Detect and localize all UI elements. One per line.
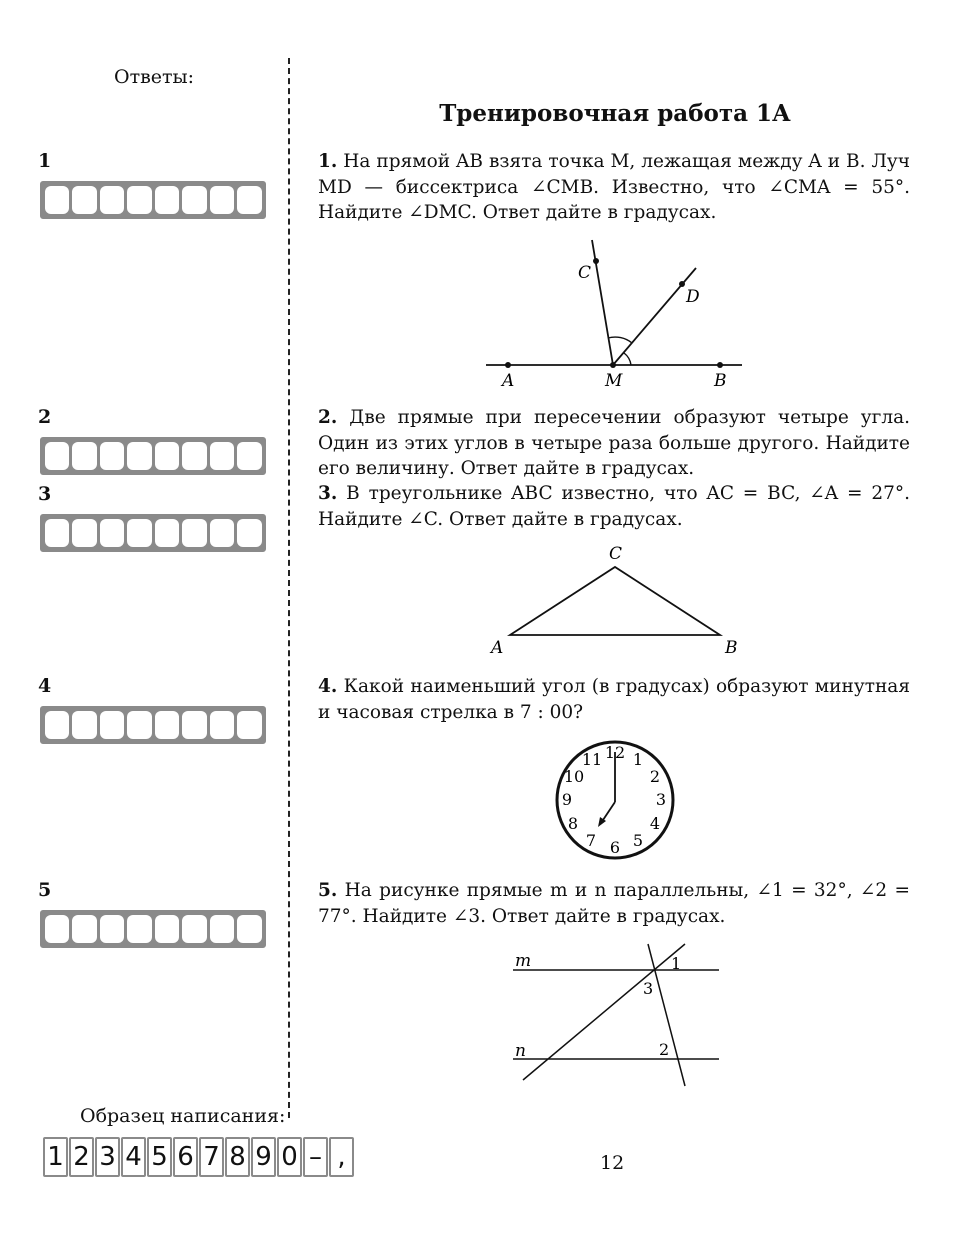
task-3-text: В треугольнике ABC известно, что AC = BC, ∠A = 27°. Найдите ∠C. Ответ дайте в градусах. <box>318 483 910 530</box>
sample-char: – <box>303 1137 328 1177</box>
label-d: D <box>686 287 700 307</box>
answer-number-5: 5 <box>38 879 52 901</box>
clock-4: 4 <box>649 814 661 833</box>
angle-label-2: 2 <box>659 1040 670 1059</box>
task-3-number: 3. <box>318 483 338 504</box>
clock-8: 8 <box>567 814 579 833</box>
answer-boxes-1[interactable] <box>40 181 266 219</box>
task-2-text: Две прямые при пересечении образуют четыре угла. Один из этих углов в четыре раза больше другого. Найдите его величину. Ответ дайте в градусах. <box>318 407 910 479</box>
clock-2: 2 <box>649 767 661 786</box>
label-a: A <box>502 371 515 391</box>
sample-char: 7 <box>199 1137 224 1177</box>
sample-char: 8 <box>225 1137 250 1177</box>
line-label-m: m <box>515 951 532 971</box>
sample-char: 4 <box>121 1137 146 1177</box>
answer-boxes-2[interactable] <box>40 437 266 475</box>
task-3 <box>318 481 910 532</box>
figure-triangle <box>480 540 750 660</box>
sample-char: 6 <box>173 1137 198 1177</box>
answer-number-3: 3 <box>38 483 52 505</box>
page-title: Тренировочная работа 1А <box>439 100 791 127</box>
answer-boxes-3[interactable] <box>40 514 266 552</box>
clock-10: 10 <box>563 767 585 786</box>
triangle-label-c: C <box>609 544 623 564</box>
figure-parallel-lines <box>505 940 725 1090</box>
sample-char: 5 <box>147 1137 172 1177</box>
answer-boxes-5[interactable] <box>40 910 266 948</box>
clock-3: 3 <box>655 790 667 809</box>
sample-char: , <box>329 1137 354 1177</box>
angle-label-3: 3 <box>643 979 654 998</box>
page-number: 12 <box>600 1152 625 1174</box>
dashed-divider <box>288 58 290 1118</box>
task-5 <box>318 878 910 929</box>
answer-number-1: 1 <box>38 150 52 172</box>
sample-char: 1 <box>43 1137 68 1177</box>
task-1-text: На прямой AB взята точка M, лежащая между A и B. Луч MD — биссектриса ∠CMB. Известно, что ∠CMA = 55°. Найдите ∠DMC. Ответ дайте в градусах. <box>318 151 910 223</box>
clock-7: 7 <box>585 831 597 850</box>
clock-9: 9 <box>561 790 573 809</box>
task-2-number: 2. <box>318 407 338 428</box>
figure-angle-bisector <box>470 230 760 395</box>
figure-clock <box>550 735 680 865</box>
label-c: C <box>578 263 592 283</box>
task-4-text: Какой наименьший угол (в градусах) образуют минутная и часовая стрелка в 7 : 00? <box>318 676 910 723</box>
sample-char: 9 <box>251 1137 276 1177</box>
answer-number-2: 2 <box>38 406 52 428</box>
sample-char: 2 <box>69 1137 94 1177</box>
task-2 <box>318 405 910 482</box>
triangle-label-a: A <box>491 638 504 658</box>
label-m: M <box>605 371 623 391</box>
task-1 <box>318 149 910 226</box>
answers-header: Ответы: <box>114 66 195 88</box>
answer-number-4: 4 <box>38 675 52 697</box>
label-b: B <box>714 371 727 391</box>
sample-writing-row <box>43 1137 355 1177</box>
clock-6: 6 <box>609 838 621 857</box>
task-1-number: 1. <box>318 151 338 172</box>
answer-boxes-4[interactable] <box>40 706 266 744</box>
sample-char: 0 <box>277 1137 302 1177</box>
task-4 <box>318 674 910 725</box>
task-5-number: 5. <box>318 880 338 901</box>
angle-label-1: 1 <box>671 954 682 973</box>
clock-11: 11 <box>581 750 603 769</box>
task-4-number: 4. <box>318 676 338 697</box>
clock-5: 5 <box>632 831 644 850</box>
line-label-n: n <box>515 1041 526 1061</box>
sample-writing-label: Образец написания: <box>80 1105 286 1127</box>
triangle-label-b: B <box>725 638 738 658</box>
task-5-text: На рисунке прямые m и n параллельны, ∠1 = 32°, ∠2 = 77°. Найдите ∠3. Ответ дайте в градусах. <box>318 880 910 927</box>
clock-12: 12 <box>604 743 626 762</box>
clock-1: 1 <box>632 750 644 769</box>
sample-char: 3 <box>95 1137 120 1177</box>
